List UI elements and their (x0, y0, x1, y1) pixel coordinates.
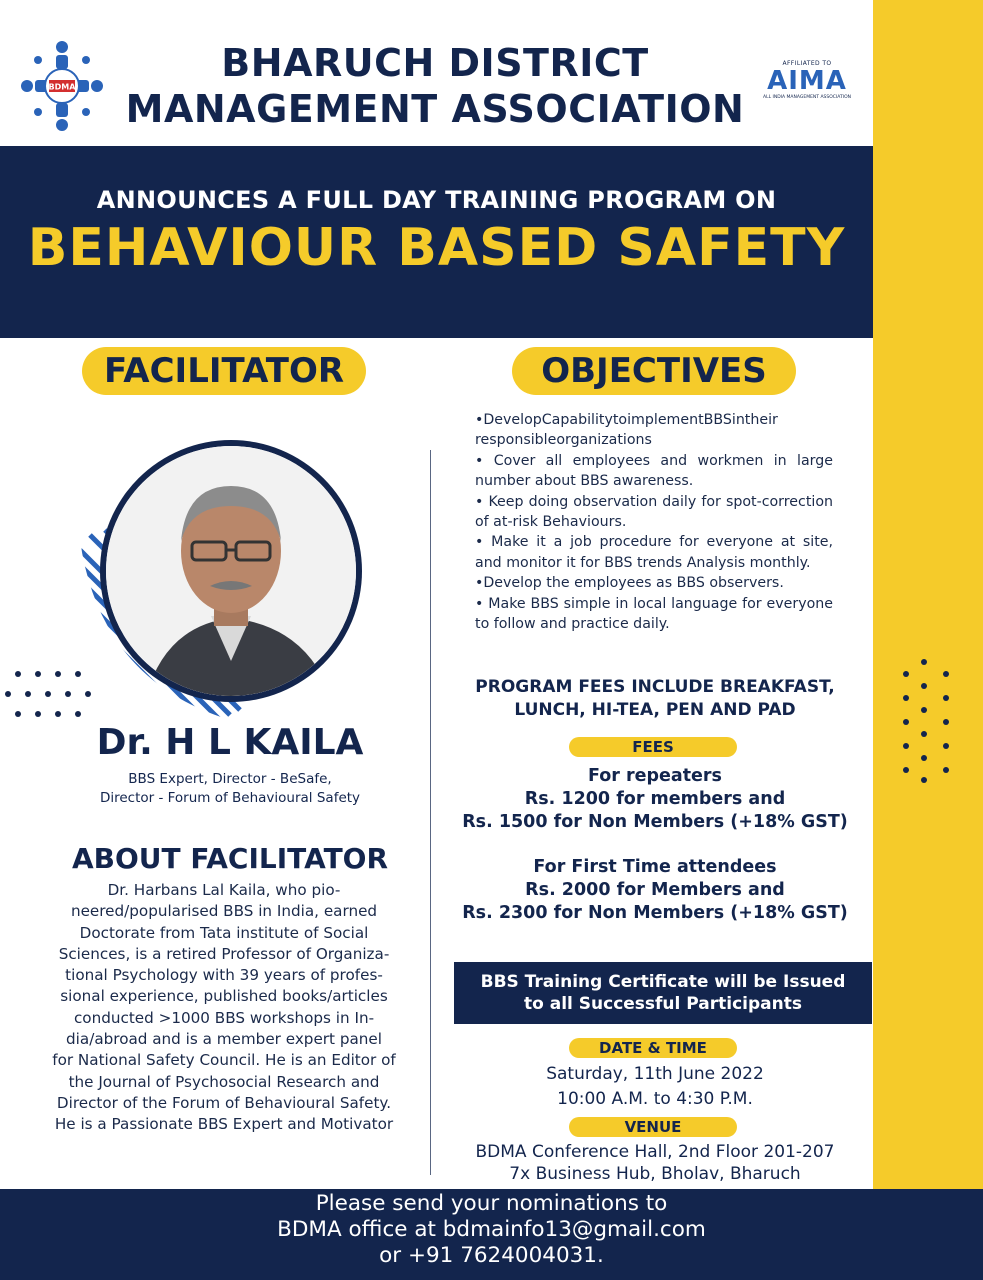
affiliation-badge (752, 60, 862, 100)
venue-line-2: 7x Business Hub, Bholav, Bharuch (509, 1164, 801, 1184)
footer-line-3: or +91 7624004031. (379, 1243, 604, 1268)
role-line-2: Director - Forum of Behavioural Safety (99, 790, 361, 806)
certificate-line-2: to all Successful Participants (524, 994, 802, 1014)
objectives-list (475, 410, 833, 634)
about-line: Sciences, is a retired Professor of Organiza- (58, 944, 390, 963)
role-line-1: BBS Expert, Director - BeSafe, (128, 771, 332, 787)
affiliated-label: AFFILIATED TO (782, 60, 832, 67)
facilitator-photo (106, 446, 356, 696)
fees-label: FEES (569, 737, 737, 757)
affiliate-full-name: ALL INDIA MANAGEMENT ASSOCIATION (763, 95, 851, 100)
program-title: BEHAVIOUR BASED SAFETY (27, 218, 846, 278)
objective-item: • Cover all employees and workmen in large number about BBS awareness. (475, 452, 833, 490)
objective-item: • Keep doing observation daily for spot-correction of at-risk Behaviours. (475, 493, 833, 531)
objective-item: •Develop the employees as BBS observers. (475, 575, 784, 592)
event-date: Saturday, 11th June 2022 (546, 1064, 764, 1084)
about-line: Dr. Harbans Lal Kaila, who pio- (107, 881, 341, 899)
about-line: conducted >1000 BBS workshops in In- (73, 1008, 375, 1027)
footer-line-1: Please send your nominations to (315, 1191, 668, 1216)
venue-label: VENUE (569, 1117, 737, 1137)
objective-item: • Make BBS simple in local language for everyone to follow and practice daily. (475, 595, 833, 633)
about-line: Doctorate from Tata institute of Social (79, 923, 369, 942)
about-line: tional Psychology with 39 years of profes- (65, 966, 383, 985)
logo-text: BDMA (48, 82, 76, 92)
about-facilitator-heading: ABOUT FACILITATOR (71, 842, 389, 875)
announcement-text: ANNOUNCES A FULL DAY TRAINING PROGRAM ON (96, 186, 777, 214)
side-accent-strip (873, 0, 983, 1280)
venue-details (440, 1141, 870, 1185)
first-time-title: For First Time attendees (533, 857, 777, 877)
first-time-members-fee: Rs. 2000 for Members and (525, 880, 785, 900)
date-time-label: DATE & TIME (569, 1038, 737, 1058)
title-line-2: MANAGEMENT ASSOCIATION (125, 87, 745, 131)
fees-include-note (440, 676, 870, 722)
about-line: sional experience, published books/articles (60, 987, 388, 1006)
event-time: 10:00 A.M. to 4:30 P.M. (557, 1089, 753, 1109)
nomination-contact (0, 1191, 983, 1269)
objective-item: •DevelopCapabilitytoimplementBBSintheir responsibleorganizations (475, 412, 778, 449)
objective-item: • Make it a job procedure for everyone at site, and monitor it for BBS trends Analysis monthly. (475, 534, 833, 571)
fees-include-line-1: PROGRAM FEES INCLUDE BREAKFAST, (475, 677, 835, 697)
title-line-1: BHARUCH DISTRICT (221, 41, 649, 85)
venue-line-1: BDMA Conference Hall, 2nd Floor 201-207 (475, 1142, 835, 1162)
dot-pattern-left (4, 668, 104, 724)
about-line: He is a Passionate BBS Expert and Motivator (54, 1115, 394, 1134)
about-line: the Journal of Psychosocial Research and (68, 1072, 380, 1091)
objectives-heading: OBJECTIVES (512, 347, 796, 395)
footer-line-2: BDMA office at bdmainfo13@gmail.com (277, 1217, 706, 1242)
about-line: neered/popularised BBS in India, earned (70, 902, 378, 921)
repeaters-members-fee: Rs. 1200 for members and (524, 789, 786, 809)
column-divider (430, 450, 431, 1175)
bdma-logo (20, 38, 104, 134)
date-time-details (440, 1062, 870, 1112)
facilitator-heading: FACILITATOR (82, 347, 366, 395)
about-facilitator-text (24, 880, 424, 1136)
fees-include-line-2: LUNCH, HI-TEA, PEN AND PAD (514, 700, 796, 720)
about-line: for National Safety Council. He is an Editor of (52, 1051, 396, 1070)
certificate-notice (454, 962, 872, 1024)
organization-title (120, 40, 750, 132)
first-time-nonmembers-fee: Rs. 2300 for Non Members (+18% GST) (462, 903, 848, 923)
dot-pattern-right (898, 656, 958, 786)
facilitator-name: Dr. H L KAILA (96, 722, 364, 763)
fees-details (440, 765, 870, 925)
certificate-line-1: BBS Training Certificate will be Issued (480, 972, 846, 992)
about-line: dia/abroad and is a member expert panel (66, 1030, 382, 1049)
repeaters-title: For repeaters (588, 766, 722, 786)
facilitator-role (40, 770, 420, 808)
about-line: Director of the Forum of Behavioural Safety. (56, 1093, 392, 1112)
affiliate-name: AIMA (767, 66, 847, 96)
repeaters-nonmembers-fee: Rs. 1500 for Non Members (+18% GST) (462, 812, 848, 832)
